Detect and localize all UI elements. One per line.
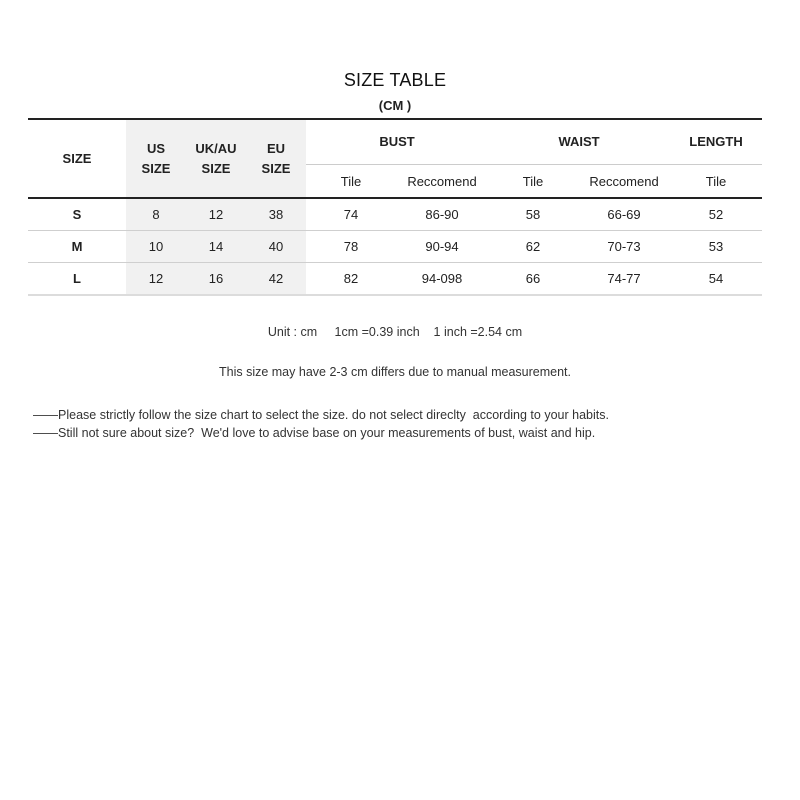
cell-eu: 42: [246, 263, 306, 296]
subheader-waist-recommend: Reccomend: [578, 165, 670, 199]
note-line: ——Still not sure about size? We'd love to advise base on your measurements of bust, waist and hip.: [33, 426, 596, 440]
note-line: ——Please strictly follow the size chart to select the size. do not select direclty according to your habits.: [33, 408, 609, 422]
header-length: LENGTH: [670, 119, 762, 165]
subheader-bust-tile: Tile: [306, 165, 396, 199]
table-row: [28, 198, 762, 231]
cell-length-tile: 53: [670, 231, 762, 263]
header-bust: BUST: [306, 119, 488, 165]
table-row: [28, 263, 762, 296]
cell-eu: 38: [246, 198, 306, 231]
cell-waist-recommend: 66-69: [578, 198, 670, 231]
header-waist: WAIST: [488, 119, 670, 165]
cell-bust-recommend: 94-098: [396, 263, 488, 296]
cell-waist-tile: 62: [488, 231, 578, 263]
header-eu-size: EU SIZE: [246, 119, 306, 198]
cell-us: 12: [126, 263, 186, 296]
cell-bust-recommend: 90-94: [396, 231, 488, 263]
cell-length-tile: 54: [670, 263, 762, 296]
page-title: SIZE TABLE: [343, 70, 447, 90]
subheader-bust-recommend: Reccomend: [396, 165, 488, 199]
cell-length-tile: 52: [670, 198, 762, 231]
size-table-container: [28, 118, 762, 296]
cell-waist-tile: 58: [488, 198, 578, 231]
cell-size: S: [28, 198, 126, 231]
subheader-length-tile: Tile: [670, 165, 762, 199]
header-row: [28, 119, 762, 165]
cell-waist-tile: 66: [488, 263, 578, 296]
size-table: [28, 118, 762, 296]
cell-waist-recommend: 74-77: [578, 263, 670, 296]
cell-us: 10: [126, 231, 186, 263]
cell-ukau: 16: [186, 263, 246, 296]
cell-size: M: [28, 231, 126, 263]
cell-ukau: 12: [186, 198, 246, 231]
cell-eu: 40: [246, 231, 306, 263]
cell-ukau: 14: [186, 231, 246, 263]
cell-waist-recommend: 70-73: [578, 231, 670, 263]
cell-bust-tile: 82: [306, 263, 396, 296]
cell-bust-tile: 78: [306, 231, 396, 263]
table-row: [28, 231, 762, 263]
cell-size: L: [28, 263, 126, 296]
cell-us: 8: [126, 198, 186, 231]
unit-conversion-note: Unit : cm 1cm =0.39 inch 1 inch =2.54 cm: [267, 325, 523, 339]
header-us-size: US SIZE: [126, 119, 186, 198]
subheader-waist-tile: Tile: [488, 165, 578, 199]
cell-bust-tile: 74: [306, 198, 396, 231]
unit-subtitle: (CM ): [378, 98, 412, 113]
cell-bust-recommend: 86-90: [396, 198, 488, 231]
header-size: SIZE: [28, 119, 126, 198]
header-ukau-size: UK/AU SIZE: [186, 119, 246, 198]
measurement-disclaimer: This size may have 2-3 cm differs due to manual measurement.: [218, 365, 571, 379]
size-advice-notes: [33, 406, 609, 442]
